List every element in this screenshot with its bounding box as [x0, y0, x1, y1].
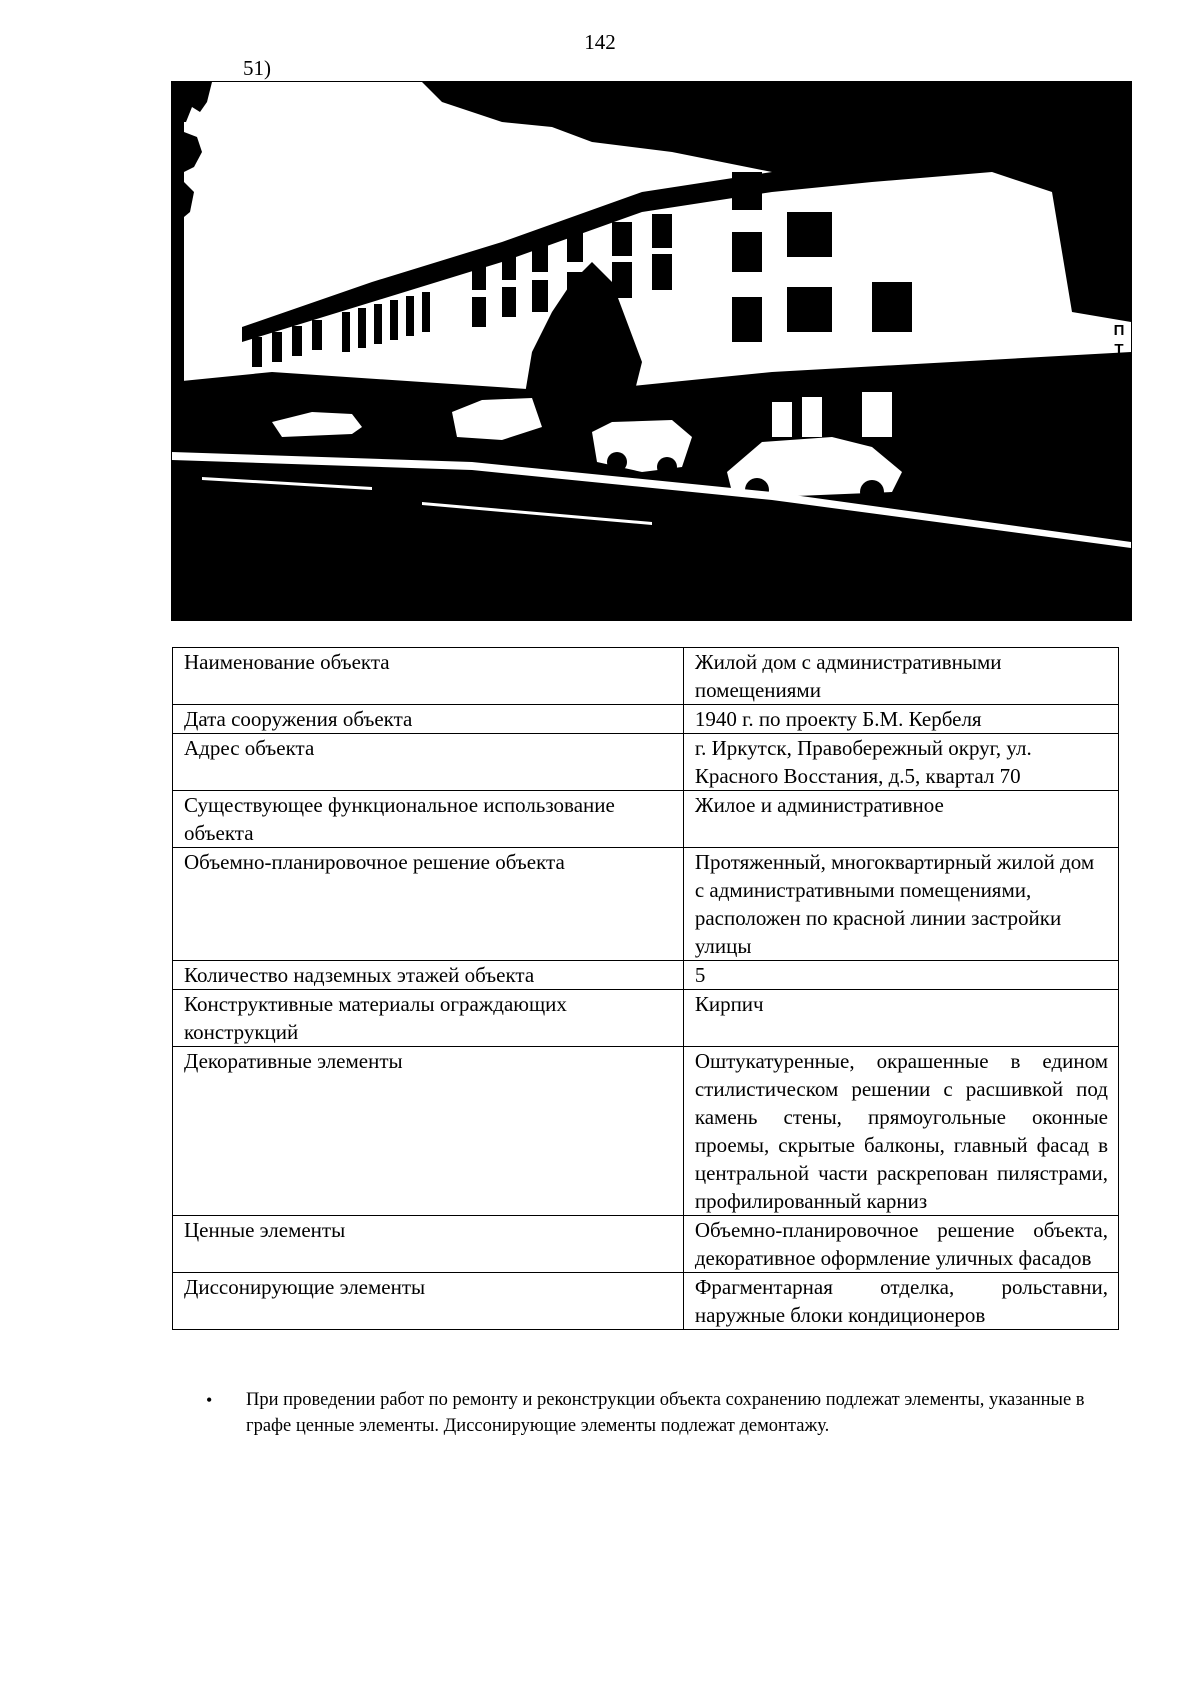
row-label: Дата сооружения объекта [173, 705, 684, 734]
table-row [173, 791, 1119, 848]
table-row [173, 961, 1119, 990]
bullet-icon: • [206, 1390, 213, 1410]
page-number: 142 [584, 30, 616, 54]
table-row [173, 848, 1119, 961]
table-row [173, 1216, 1119, 1273]
table-row [173, 1047, 1119, 1216]
table-row [173, 734, 1119, 791]
table-row [173, 990, 1119, 1047]
row-value: Кирпич [683, 990, 1118, 1047]
row-label: Наименование объекта [173, 648, 684, 705]
object-info-table [172, 647, 1119, 1330]
row-value: Объемно-планировочное решение объекта, декоративное оформление уличных фасадов [683, 1216, 1118, 1273]
row-label: Существующее функциональное использование объекта [173, 791, 684, 848]
row-value: 5 [683, 961, 1118, 990]
preservation-note [206, 1387, 1086, 1439]
figure-label: 51) [243, 56, 271, 80]
pharmacy-sign: А П Т Е К А [1113, 303, 1125, 415]
row-value: Жилой дом с административными помещениями [683, 648, 1118, 705]
row-label: Количество надземных этажей объекта [173, 961, 684, 990]
table-row [173, 1273, 1119, 1330]
row-value: Жилое и административное [683, 791, 1118, 848]
row-label: Диссонирующие элементы [173, 1273, 684, 1330]
row-value: Протяженный, многоквартирный жилой дом с административными помещениями, расположен по красной линии застройки улицы [683, 848, 1118, 961]
row-value: Фрагментарная отделка, рольставни, наружные блоки кондиционеров [683, 1273, 1118, 1330]
row-value: г. Иркутск, Правобережный округ, ул. Красного Восстания, д.5, квартал 70 [683, 734, 1118, 791]
table-row [173, 648, 1119, 705]
table-row [173, 705, 1119, 734]
row-label: Конструктивные материалы ограждающих конструкций [173, 990, 684, 1047]
row-label: Ценные элементы [173, 1216, 684, 1273]
row-label: Адрес объекта [173, 734, 684, 791]
row-value: 1940 г. по проекту Б.М. Кербеля [683, 705, 1118, 734]
row-label: Объемно-планировочное решение объекта [173, 848, 684, 961]
row-label: Декоративные элементы [173, 1047, 684, 1216]
row-value: Оштукатуренные, окрашенные в едином стилистическом решении с расшивкой под камень стены, прямоугольные оконные проемы, скрытые балконы, главный фасад в центральной части раскрепован пилястрами, профилированный карниз [683, 1047, 1118, 1216]
building-photo [171, 81, 1132, 621]
note-text: При проведении работ по ремонту и реконструкции объекта сохранению подлежат элементы, указанные в графе ценные элементы. Диссонирующие элементы подлежат демонтажу. [246, 1390, 1085, 1436]
